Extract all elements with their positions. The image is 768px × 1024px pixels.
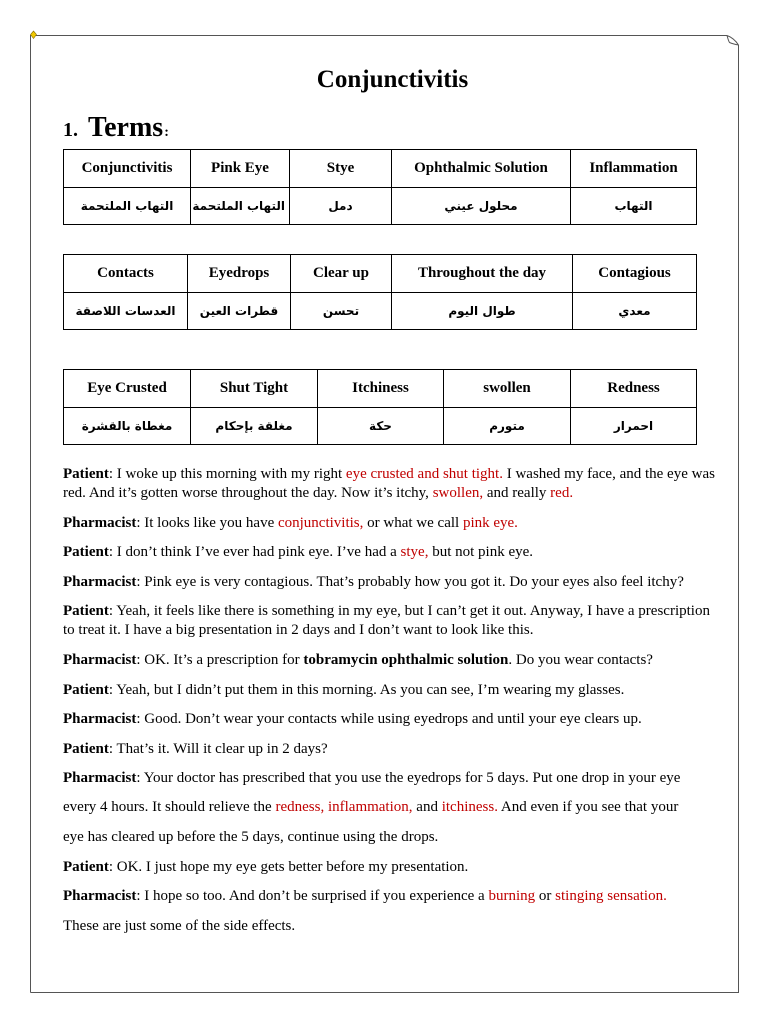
dialogue-text: or	[535, 888, 556, 905]
term-arabic: تحسن	[291, 293, 392, 330]
speaker-label: Pharmacist	[63, 514, 137, 531]
dialogue-text: These are just some of the side effects.	[63, 917, 296, 934]
term-arabic: مغلقة بإحكام	[191, 408, 318, 445]
section-number: 1.	[63, 119, 78, 141]
term-english: Redness	[571, 370, 697, 408]
term-english: swollen	[444, 370, 571, 408]
dialogue-text: : OK. I just hope my eye gets better before my presentation.	[108, 859, 469, 876]
highlighted-term: inflammation,	[327, 799, 413, 816]
dialogue-text: : OK. It’s a prescription for	[136, 651, 304, 668]
term-english: Contacts	[64, 255, 188, 293]
dialogue-text: : Yeah, but I didn’t put them in this morning. As you can see, I’m wearing my glasses.	[108, 681, 625, 698]
dialogue-line-patient	[63, 465, 722, 503]
dialogue-line-patient	[63, 543, 722, 562]
term-arabic: محلول عيني	[392, 188, 571, 225]
term-arabic: العدسات اللاصقة	[64, 293, 188, 330]
term-english: Throughout the day	[392, 255, 573, 293]
term-english: Inflammation	[571, 150, 697, 188]
term-arabic: قطرات العين	[188, 293, 291, 330]
dialogue-text: and	[412, 799, 442, 816]
term-english: Shut Tight	[191, 370, 318, 408]
speaker-label: Patient	[63, 681, 109, 698]
term-arabic: التهاب	[571, 188, 697, 225]
dialogue-text: . Do you wear contacts?	[508, 651, 653, 668]
dialogue-line-pharmacist	[63, 573, 722, 592]
dialogue-line-patient	[63, 858, 722, 877]
highlighted-term: stinging sensation.	[555, 888, 667, 905]
dialogue-text: I washed my face, and the eye was red. And it’s gotten worse throughout the day. Now it’s itchy,	[63, 466, 715, 501]
dialogue-text: : I don’t think I’ve ever had pink eye. I’ve had a	[108, 544, 401, 561]
speaker-label: Patient	[63, 859, 109, 876]
term-english: Eyedrops	[188, 255, 291, 293]
term-arabic: معدي	[573, 293, 697, 330]
dialogue-text: : That’s it. Will it clear up in 2 days?	[108, 740, 328, 757]
arabic-translations-row	[64, 408, 697, 445]
terms-table-3	[63, 369, 697, 445]
dialogue-text: : It looks like you have	[136, 514, 278, 531]
term-english: Conjunctivitis	[64, 150, 191, 188]
dialogue-section	[63, 465, 722, 947]
arabic-translations-row	[64, 188, 697, 225]
dialogue-line-patient	[63, 602, 722, 640]
highlighted-term: stye,	[400, 544, 429, 561]
term-english: Pink Eye	[191, 150, 290, 188]
anchor-marker-icon	[31, 31, 37, 39]
terms-table-2	[63, 254, 697, 330]
speaker-label: Pharmacist	[63, 888, 137, 905]
highlighted-term: redness,	[275, 799, 328, 816]
section-title: Terms	[88, 112, 164, 143]
dialogue-line-patient	[63, 681, 722, 700]
speaker-label: Pharmacist	[63, 651, 137, 668]
speaker-label: Patient	[63, 740, 109, 757]
dialogue-text: And even if you see that your eye has cleared up before the 5 days, continue using the drops.	[63, 799, 679, 846]
highlighted-term: pink eye.	[462, 514, 518, 531]
term-arabic: احمرار	[571, 408, 697, 445]
dialogue-line-pharmacist	[63, 651, 722, 670]
english-terms-row	[64, 150, 697, 188]
term-english: Eye Crusted	[64, 370, 191, 408]
highlighted-term: red.	[550, 485, 574, 501]
highlighted-term: burning	[488, 888, 536, 905]
dialogue-text: : Pink eye is very contagious. That’s probably how you got it. Do your eyes also feel itchy?	[136, 573, 684, 590]
english-terms-row	[64, 370, 697, 408]
term-arabic: متورم	[444, 408, 571, 445]
term-english: Itchiness	[318, 370, 444, 408]
section-colon: :	[164, 125, 169, 140]
dialogue-text: or what we call	[363, 514, 463, 531]
term-english: Ophthalmic Solution	[392, 150, 571, 188]
speaker-label: Pharmacist	[63, 711, 137, 728]
arabic-translations-row	[64, 293, 697, 330]
highlighted-term: conjunctivitis,	[277, 514, 364, 531]
dialogue-line-patient	[63, 740, 722, 759]
speaker-label: Patient	[63, 466, 109, 482]
section-heading	[63, 110, 169, 151]
term-arabic: التهاب الملتحمة	[191, 188, 290, 225]
highlighted-term: swollen,	[432, 485, 484, 501]
dialogue-text: : Good. Don’t wear your contacts while using eyedrops and until your eye clears up.	[136, 711, 642, 728]
document-title: Conjunctivitis	[316, 66, 469, 93]
dialogue-text: : Yeah, it feels like there is something in my eye, but I can’t get it out. Anyway, I have a prescription to treat it. I have a big presentation in 2 days and I don’t want to look like this.	[63, 603, 710, 639]
dialogue-line-pharmacist	[63, 514, 722, 533]
dialogue-text: but not pink eye.	[428, 544, 534, 561]
dialogue-line-pharmacist	[63, 882, 696, 941]
highlighted-term: itchiness.	[441, 799, 498, 816]
term-english: Stye	[290, 150, 392, 188]
terms-table-1	[63, 149, 697, 225]
speaker-label: Patient	[63, 603, 109, 620]
speaker-label: Patient	[63, 544, 109, 561]
term-english: Contagious	[573, 255, 697, 293]
dialogue-line-pharmacist	[63, 764, 696, 853]
english-terms-row	[64, 255, 697, 293]
dialogue-text: : I woke up this morning with my right	[108, 466, 346, 482]
emphasized-term: tobramycin ophthalmic solution	[303, 651, 509, 668]
term-arabic: مغطاة بالقشرة	[64, 408, 191, 445]
term-arabic: طوال اليوم	[392, 293, 573, 330]
highlighted-term: eye crusted and shut tight.	[345, 466, 503, 482]
term-english: Clear up	[291, 255, 392, 293]
dialogue-text: and really	[483, 485, 551, 501]
speaker-label: Pharmacist	[63, 769, 137, 786]
dialogue-text: : Your doctor has prescribed that you use the eyedrops for 5 days. Put one drop in your eye every 4 hours. It should relieve the	[63, 769, 681, 816]
term-arabic: دمل	[290, 188, 392, 225]
folded-corner-icon	[727, 36, 739, 46]
term-arabic: التهاب الملتحمة	[64, 188, 191, 225]
dialogue-line-pharmacist	[63, 710, 722, 729]
speaker-label: Pharmacist	[63, 573, 137, 590]
dialogue-text: : I hope so too. And don’t be surprised if you experience a	[136, 888, 489, 905]
term-arabic: حكة	[318, 408, 444, 445]
